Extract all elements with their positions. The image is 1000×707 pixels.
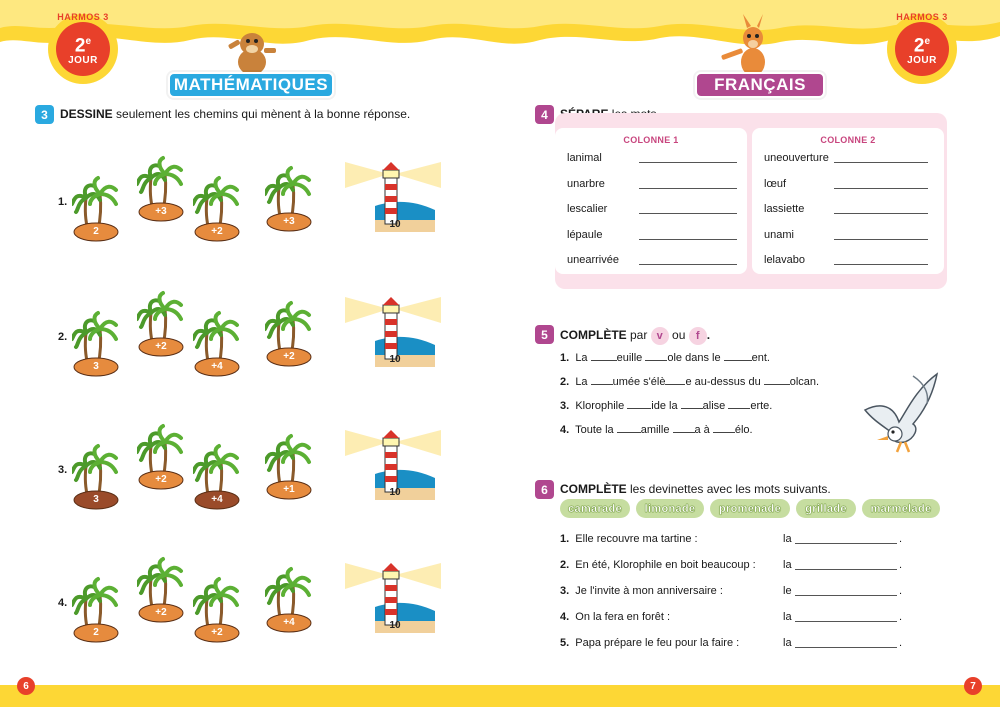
island-value: 2 — [93, 627, 99, 638]
palm-island[interactable] — [193, 307, 241, 382]
riddle-text: 5. Papa prépare le feu pour la faire : — [560, 637, 740, 649]
letter-blank[interactable] — [617, 423, 641, 433]
island-value: +2 — [211, 627, 223, 638]
palm-island[interactable] — [72, 440, 120, 515]
palm-island[interactable] — [265, 563, 313, 638]
target-value: 10 — [389, 487, 401, 498]
riddle-text: 1. Elle recouvre ma tartine : — [560, 533, 698, 545]
sentence-number: 1. — [560, 352, 570, 364]
joined-word: lœuf — [764, 177, 786, 190]
answer-line[interactable] — [834, 162, 928, 163]
riddle-article: la — [783, 559, 792, 571]
letter-blank[interactable] — [724, 351, 752, 361]
fill-sentence: 1. La euille ole dans le ent. — [560, 352, 770, 364]
island-value: +3 — [155, 206, 167, 217]
sentence-number: 4. — [560, 424, 570, 436]
row-label: 4. — [58, 597, 68, 609]
sentence-number: 2. — [560, 376, 570, 388]
answer-line[interactable] — [834, 213, 928, 214]
letter-blank[interactable] — [713, 423, 735, 433]
top-wave-decoration — [0, 0, 1000, 60]
palm-island[interactable] — [265, 430, 313, 505]
riddle-article: le — [783, 585, 792, 597]
riddle-text: 3. Je l'invite à mon anniversaire : — [560, 585, 723, 597]
lighthouse-target[interactable] — [345, 426, 441, 507]
marmot-mascot-icon — [222, 28, 282, 76]
answer-line[interactable] — [639, 239, 737, 240]
exercise-6-badge: 6 — [535, 480, 554, 499]
riddle-answer-line[interactable] — [795, 569, 897, 570]
island-value: +4 — [283, 617, 295, 628]
joined-word: unarbre — [567, 177, 605, 190]
word-pill: limonade — [636, 499, 704, 518]
riddle-end-dot: . — [899, 533, 903, 545]
bottom-band — [0, 685, 1000, 707]
target-value: 10 — [389, 219, 401, 230]
riddle-article: la — [783, 533, 792, 545]
target-value: 10 — [389, 354, 401, 365]
palm-island[interactable] — [265, 297, 313, 372]
math-section-title: MATHÉMATIQUES — [168, 72, 334, 98]
harmos-label: HARMOS 3 — [57, 12, 109, 22]
answer-line[interactable] — [834, 239, 928, 240]
harmos-label: HARMOS 3 — [896, 12, 948, 22]
island-value: +4 — [211, 494, 223, 505]
letter-blank[interactable] — [645, 351, 667, 361]
target-value: 10 — [389, 620, 401, 631]
letter-blank[interactable] — [627, 399, 651, 409]
exercise-3-badge: 3 — [35, 105, 54, 124]
joined-word: uneouverture — [764, 152, 829, 164]
island-value: +4 — [211, 361, 223, 372]
sentence-number: 3. — [560, 400, 570, 412]
seagull-icon — [855, 370, 943, 456]
palm-island[interactable] — [193, 172, 241, 247]
exercise-5-instruction: COMPLÈTE par v ou f . — [560, 327, 710, 345]
page-number-left: 6 — [17, 677, 35, 695]
joined-word: lanimal — [567, 152, 602, 164]
joined-word: lassiette — [764, 203, 805, 215]
day-sup: e — [924, 35, 931, 47]
answer-line[interactable] — [639, 264, 737, 265]
row-label: 3. — [58, 464, 68, 476]
answer-line[interactable] — [834, 188, 928, 189]
palm-island[interactable] — [265, 162, 313, 237]
riddle-answer-line[interactable] — [795, 595, 897, 596]
row-label: 1. — [58, 196, 68, 208]
lighthouse-target[interactable] — [345, 158, 441, 239]
option-f-pill: f — [689, 327, 707, 345]
letter-blank[interactable] — [665, 375, 685, 385]
riddle-end-dot: . — [899, 611, 903, 623]
lighthouse-target[interactable] — [345, 559, 441, 640]
riddle-answer-line[interactable] — [795, 543, 897, 544]
answer-line[interactable] — [639, 162, 737, 163]
joined-word: unearrivée — [567, 254, 619, 266]
day-word: JOUR — [68, 55, 98, 67]
word-pill: camarade — [560, 499, 630, 518]
palm-island[interactable] — [193, 573, 241, 648]
option-v-pill: v — [651, 327, 669, 345]
palm-island[interactable] — [137, 420, 185, 495]
answer-line[interactable] — [639, 188, 737, 189]
word-pill: promenade — [710, 499, 790, 518]
day-sup: e — [85, 35, 92, 47]
fill-sentence: 2. La umée s'élè e au-dessus du olcan. — [560, 376, 820, 388]
riddle-end-dot: . — [899, 637, 903, 649]
exercise-3-instruction: DESSINE seulement les chemins qui mènent à la bonne réponse. — [60, 107, 411, 121]
riddle-article: la — [783, 611, 792, 623]
riddle-answer-line[interactable] — [795, 621, 897, 622]
island-value: 2 — [93, 226, 99, 237]
lighthouse-target[interactable] — [345, 293, 441, 374]
letter-blank[interactable] — [728, 399, 750, 409]
letter-blank[interactable] — [591, 375, 613, 385]
joined-word: lescalier — [567, 203, 608, 215]
day-number: 2 — [74, 35, 86, 57]
column-2-title: COLONNE 2 — [820, 135, 876, 145]
french-section-title: FRANÇAIS — [695, 72, 825, 98]
day-badge-left — [48, 14, 118, 84]
island-value: +2 — [155, 341, 167, 352]
riddle-end-dot: . — [899, 559, 903, 571]
joined-word: unami — [764, 228, 794, 241]
fill-sentence: 4. Toute la amille a à élo. — [560, 424, 753, 436]
word-pill: grillade — [796, 499, 856, 518]
island-value: 3 — [93, 361, 99, 372]
letter-blank[interactable] — [764, 375, 790, 385]
island-value: +2 — [283, 351, 295, 362]
riddle-text: 2. En été, Klorophile en boit beaucoup : — [560, 559, 756, 571]
island-value: +2 — [211, 226, 223, 237]
palm-island[interactable] — [137, 152, 185, 227]
day-number: 2 — [913, 35, 925, 57]
letter-blank[interactable] — [681, 399, 703, 409]
riddle-end-dot: . — [899, 585, 903, 597]
island-value: 3 — [93, 494, 99, 505]
joined-word: lelavabo — [764, 254, 805, 266]
column-2 — [752, 128, 944, 274]
day-badge-right — [887, 14, 957, 84]
word-pill: marmelade — [862, 499, 940, 518]
island-value: +1 — [283, 484, 295, 495]
island-value: +3 — [283, 216, 295, 227]
palm-island[interactable] — [137, 287, 185, 362]
answer-line[interactable] — [639, 213, 737, 214]
riddle-text: 4. On la fera en forêt : — [560, 611, 671, 623]
fill-sentence: 3. Klorophile ide la alise erte. — [560, 400, 773, 412]
row-label: 2. — [58, 331, 68, 343]
island-value: +2 — [155, 474, 167, 485]
exercise-5-badge: 5 — [535, 325, 554, 344]
kangaroo-mascot-icon — [715, 14, 779, 78]
palm-island[interactable] — [72, 573, 120, 648]
exercise-4-badge: 4 — [535, 105, 554, 124]
palm-island[interactable] — [137, 553, 185, 628]
riddle-answer-line[interactable] — [795, 647, 897, 648]
letter-blank[interactable] — [591, 351, 617, 361]
day-word: JOUR — [907, 55, 937, 67]
answer-line[interactable] — [834, 264, 928, 265]
palm-island[interactable] — [72, 172, 120, 247]
island-value: +2 — [155, 607, 167, 618]
column-1-title: COLONNE 1 — [623, 135, 679, 145]
letter-blank[interactable] — [673, 423, 695, 433]
joined-word: lépaule — [567, 228, 603, 241]
exercise-6-instruction: COMPLÈTE les devinettes avec les mots suivants. — [560, 482, 831, 496]
palm-island[interactable] — [72, 307, 120, 382]
column-1 — [555, 128, 747, 274]
riddle-article: la — [783, 637, 792, 649]
page-number-right: 7 — [964, 677, 982, 695]
palm-island[interactable] — [193, 440, 241, 515]
